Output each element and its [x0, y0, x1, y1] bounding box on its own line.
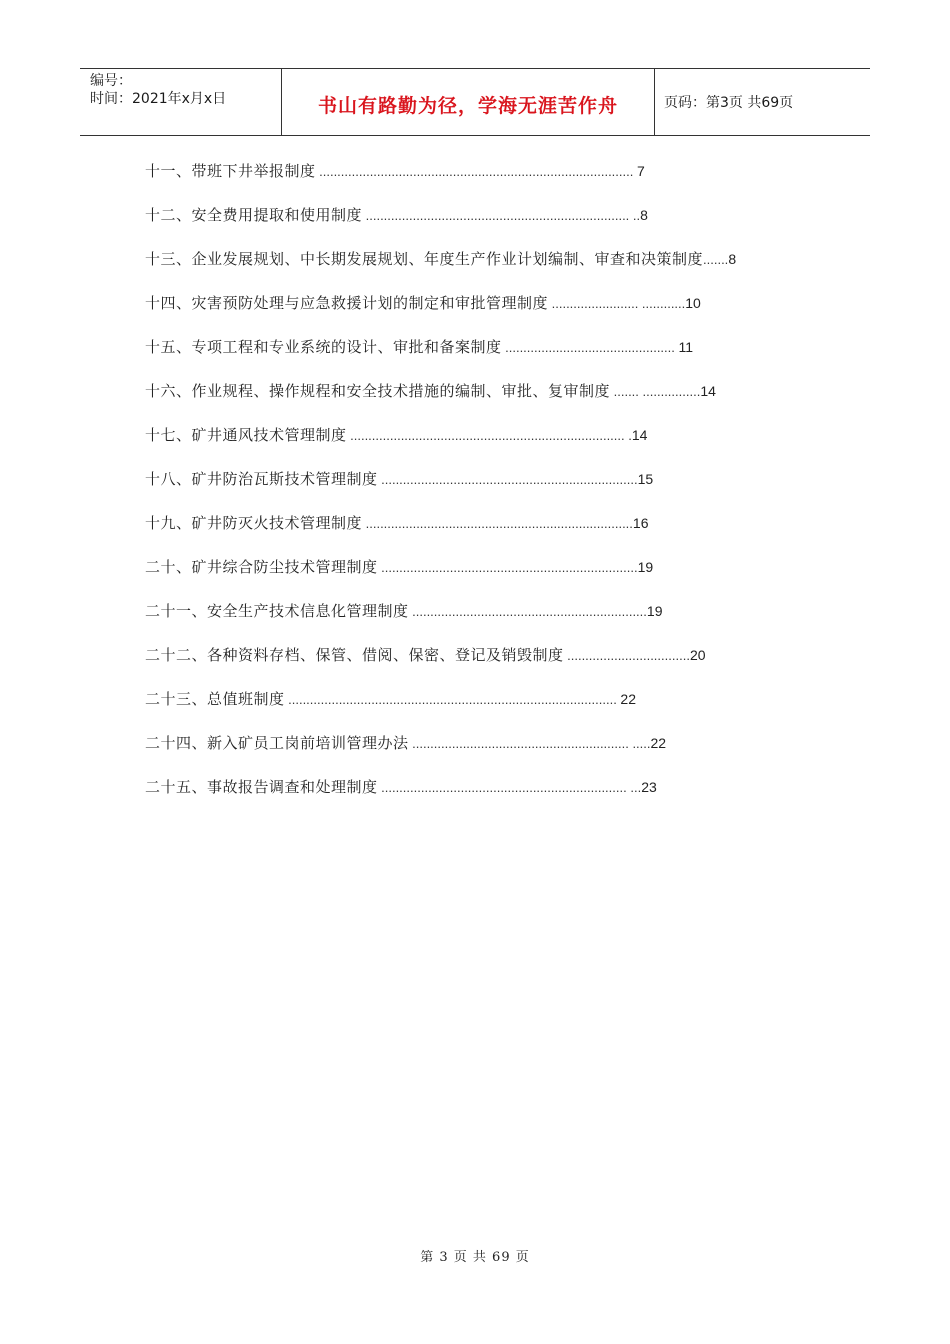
- toc-item-page: 15: [637, 471, 654, 487]
- toc-item-title: 十五、专项工程和专业系统的设计、审批和备案制度: [145, 338, 502, 356]
- header-motto-cell: [282, 69, 655, 135]
- toc-item-page: 23: [641, 779, 657, 795]
- header-page-cell: [655, 69, 870, 135]
- toc-item-page: 14: [700, 383, 716, 399]
- toc-item[interactable]: [145, 773, 825, 817]
- toc-item-page: 22: [620, 691, 636, 707]
- toc-item-page: 16: [632, 515, 649, 531]
- toc-item-leader: .......................................................................: [377, 560, 638, 575]
- toc-item-title: 十一、带班下井举报制度: [145, 162, 316, 180]
- toc-item-leader: ............................................................ .....: [408, 736, 651, 751]
- toc-item-page: 19: [637, 559, 654, 575]
- toc-item-title: 二十二、各种资料存档、保管、借阅、保密、登记及销毁制度: [145, 646, 564, 664]
- toc-item-leader: ......................................................................... ..: [362, 208, 641, 223]
- toc-item[interactable]: [145, 641, 825, 685]
- toc-item[interactable]: [145, 421, 825, 465]
- toc-item-leader: .................................................................... ...: [377, 780, 642, 795]
- toc-item-title: 十四、灾害预防处理与应急救援计划的制定和审批管理制度: [145, 294, 549, 312]
- toc-item-page: 19: [646, 603, 663, 619]
- toc-item-title: 十三、企业发展规划、中长期发展规划、年度生产作业计划编制、审查和决策制度: [145, 250, 704, 268]
- toc-item-title: 二十三、总值班制度: [145, 690, 285, 708]
- toc-item-leader: .......: [703, 252, 729, 267]
- header-motto: 书山有路勤为径，学海无涯苦作舟: [317, 95, 618, 117]
- toc-item-page: 8: [640, 207, 648, 223]
- toc-item[interactable]: [145, 157, 825, 201]
- toc-item-title: 十九、矿井防灭火技术管理制度: [145, 514, 363, 532]
- toc-item[interactable]: [145, 289, 825, 333]
- toc-item-leader: .......................................................................: [377, 472, 638, 487]
- header-code-label: 编号：: [90, 73, 132, 89]
- toc-item-title: 十八、矿井防治瓦斯技术管理制度: [145, 470, 378, 488]
- toc-item[interactable]: [145, 729, 825, 773]
- table-of-contents: [145, 157, 825, 817]
- toc-item-leader: ....... ................: [610, 384, 701, 399]
- toc-item-leader: ...............................................: [501, 340, 679, 355]
- document-header: [80, 68, 870, 136]
- toc-item-leader: ..........................................................................: [362, 516, 633, 531]
- toc-item-title: 二十、矿井综合防尘技术管理制度: [145, 558, 378, 576]
- toc-item-title: 二十四、新入矿员工岗前培训管理办法: [145, 734, 409, 752]
- toc-item-leader: .................................................................: [408, 604, 647, 619]
- toc-item-leader: ............................................................................ .: [346, 428, 632, 443]
- toc-item[interactable]: [145, 597, 825, 641]
- toc-item-title: 二十一、安全生产技术信息化管理制度: [145, 602, 409, 620]
- toc-item[interactable]: [145, 509, 825, 553]
- toc-item-leader: ..................................: [563, 648, 690, 663]
- toc-item-page: 11: [678, 339, 694, 355]
- toc-item[interactable]: [145, 377, 825, 421]
- toc-item-title: 十二、安全费用提取和使用制度: [145, 206, 363, 224]
- toc-item[interactable]: [145, 201, 825, 245]
- toc-item-title: 十六、作业规程、操作规程和安全技术措施的编制、审批、复审制度: [145, 382, 611, 400]
- toc-item[interactable]: [145, 685, 825, 729]
- header-page-info: 页码：第3页 共69页: [664, 95, 794, 111]
- header-info-cell: [80, 69, 282, 135]
- toc-item-leader: ...........................................................................................: [284, 692, 621, 707]
- toc-item-page: 7: [636, 163, 645, 179]
- toc-item[interactable]: [145, 465, 825, 509]
- toc-item-title: 十七、矿井通风技术管理制度: [145, 426, 347, 444]
- toc-item[interactable]: [145, 245, 825, 289]
- toc-item-page: 20: [689, 647, 706, 663]
- toc-item[interactable]: [145, 333, 825, 377]
- toc-item[interactable]: [145, 553, 825, 597]
- toc-item-leader: .......................................................................................: [315, 164, 637, 179]
- page-footer: 第 3 页 共 69 页: [420, 1250, 530, 1265]
- toc-item-leader: ........................ ............: [548, 296, 686, 311]
- toc-item-title: 二十五、事故报告调查和处理制度: [145, 778, 378, 796]
- toc-item-page: 14: [631, 427, 648, 443]
- toc-item-page: 22: [650, 735, 667, 751]
- toc-item-page: 8: [728, 251, 737, 267]
- toc-item-page: 10: [685, 295, 701, 311]
- header-date: 时间：2021年x月x日: [90, 91, 227, 107]
